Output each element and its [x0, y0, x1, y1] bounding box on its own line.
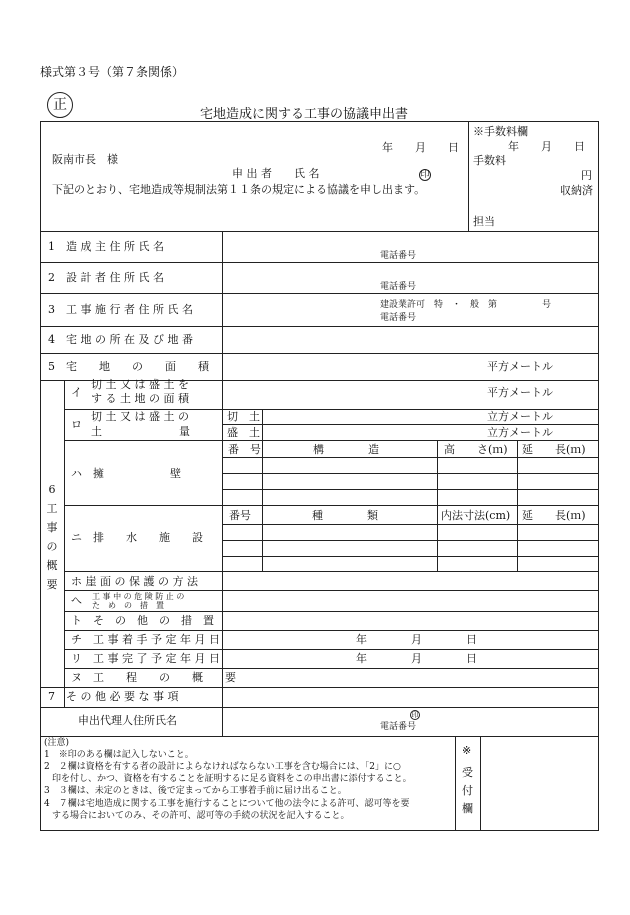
row-line — [40, 293, 599, 294]
row-to-label: ト そ の 他 の 措 置 — [71, 614, 214, 627]
fill-unit: 立方メートル — [487, 426, 553, 439]
wall-col-length: 延 長(ｍ) — [522, 443, 586, 456]
note-3: 3 ３欄は、未定のときは、後で定まってから工事着手前に届け出ること。 — [44, 786, 347, 796]
section6-label: 6工事の概要 — [46, 483, 58, 591]
drain-col-line — [262, 505, 263, 571]
note-4b: する場合においてのみ、その許可、認可等の手続の状況を記入すること。 — [52, 811, 350, 821]
developer-phone-label: 電話番号 — [380, 251, 417, 261]
application-date: 年 月 日 — [382, 141, 459, 154]
contractor-phone-label: 電話番号 — [380, 313, 417, 323]
note-1: 1 ※印のある欄は記入しないこと。 — [44, 750, 194, 760]
fill-label: 盛 土 — [227, 426, 260, 439]
row-line — [40, 353, 599, 354]
row-line — [64, 630, 599, 631]
drain-row-line — [222, 540, 599, 541]
agent-seal-mark — [410, 710, 420, 720]
drain-col-number: 番号 — [229, 509, 251, 522]
agent-divider — [222, 707, 223, 736]
fee-person: 担当 — [473, 215, 495, 228]
cut-label: 切 土 — [227, 410, 260, 423]
fee-title: ※手数料欄 — [473, 125, 528, 138]
row-contractor-label: 3 工 事 施 行 者 住 所 氏 名 — [48, 303, 193, 316]
row-nu-label: ヌ 工 程 の 概 要 — [71, 671, 236, 684]
row-i-label-1: 切 土 又 は 盛 土 を — [91, 378, 189, 391]
notes-title: (注意) — [44, 738, 70, 748]
agent-label: 申出代理人住所氏名 — [78, 714, 177, 727]
seal-char: 正 — [53, 97, 67, 113]
applicant-seal-mark — [419, 169, 431, 181]
row-line — [64, 590, 599, 591]
row-line — [64, 571, 599, 572]
row-land-location-label: 4 宅 地 の 所 在 及 び 地 番 — [48, 333, 193, 346]
row-i-unit: 平方メートル — [487, 386, 553, 399]
drain-col-line — [437, 505, 438, 571]
receipt-char-1: 受 — [462, 766, 473, 779]
row-ro-label-1: 切 土 又 は 盛 土 の — [91, 410, 189, 423]
note-4a: 4 ７欄は宅地造成に関する工事を施行することについて他の法令による許可、認可等を要 — [44, 799, 410, 809]
row-he-mark: へ — [71, 594, 82, 607]
row-line — [40, 707, 599, 708]
row-line — [40, 326, 599, 327]
row-line — [64, 440, 599, 441]
drain-col-length: 延 長(ｍ) — [522, 509, 586, 522]
receipt-char-2: 付 — [462, 784, 473, 797]
receipt-divider — [480, 736, 481, 831]
note-2a: 2 ２欄は資格を有する者の設計によらなければならない工事を含む場合には、「2」に○ — [44, 762, 401, 772]
drain-row-line — [222, 556, 599, 557]
fee-divider — [468, 121, 469, 231]
receipt-char-3: 欄 — [462, 802, 473, 815]
construction-license-label: 建設業許可 特 ・ 般 第 号 — [380, 300, 552, 310]
drain-row-line — [222, 524, 599, 525]
completion-date: 年 月 日 — [356, 652, 477, 665]
fee-yen: 円 — [581, 169, 592, 182]
seal-text: 印 — [411, 711, 419, 719]
row-ha-label: ハ 擁 壁 — [71, 467, 181, 480]
cut-unit: 立方メートル — [487, 410, 553, 423]
fee-paid: 収納済 — [560, 184, 593, 197]
row-ro-label-2: 土 量 — [91, 425, 190, 438]
row-chi-label: チ 工 事 着 手 予 定 年 月 日 — [71, 633, 220, 646]
designer-phone-label: 電話番号 — [380, 282, 417, 292]
wall-row-line — [222, 473, 599, 474]
row-ho-label: ホ 崖 面 の 保 護 の 方 法 — [71, 575, 198, 588]
drain-col-size: 内法寸法(cm) — [441, 509, 511, 522]
row-line — [64, 611, 599, 612]
row-line — [40, 687, 599, 688]
wall-row-line — [222, 489, 599, 490]
start-date: 年 月 日 — [356, 633, 477, 646]
row-he-label-1: 工 事 中 の 危 険 防 止 の — [92, 592, 185, 601]
label-divider — [222, 231, 223, 707]
notes-divider — [455, 736, 456, 831]
row-developer-label: 1 造 成 主 住 所 氏 名 — [48, 240, 164, 253]
row-land-area-label: 5 宅 地 の 面 積 — [48, 360, 209, 373]
land-area-unit: 平方メートル — [487, 360, 553, 373]
fee-label: 手数料 — [473, 154, 506, 167]
row-ni-label: ニ 排 水 施 設 — [71, 531, 203, 544]
wall-col-structure: 構 造 — [313, 443, 379, 456]
row-line — [64, 649, 599, 650]
row-i-label-2: す る 土 地 の 面 積 — [91, 392, 189, 405]
wall-col-number: 番 号 — [228, 443, 261, 456]
original-seal-mark — [47, 92, 73, 118]
row-line — [64, 505, 599, 506]
wall-row-line — [222, 457, 599, 458]
row-i-mark: イ — [71, 386, 82, 399]
row-ri-label: リ 工 事 完 了 予 定 年 月 日 — [71, 652, 220, 665]
section6-divider — [64, 380, 65, 707]
agent-phone-label: 電話番号 — [380, 722, 417, 732]
row-line — [64, 668, 599, 669]
row-ro-mark: ロ — [71, 418, 82, 431]
cut-fill-line — [222, 424, 599, 425]
wall-col-height: 高 さ(ｍ) — [444, 443, 508, 456]
form-number: 様式第３号（第７条関係） — [40, 65, 185, 79]
fee-date: 年 月 日 — [508, 140, 585, 153]
row-he-label-2: た め の 措 置 — [92, 601, 164, 610]
addressee: 阪南市長 様 — [52, 153, 118, 166]
row-designer-label: 2 設 計 者 住 所 氏 名 — [48, 271, 164, 284]
row-line — [40, 262, 599, 263]
header-bottom-line — [40, 231, 599, 232]
statement: 下記のとおり、宅地造成等規制法第１１条の規定による協議を申し出ます。 — [52, 183, 426, 196]
note-2b: 印を付し、かつ、資格を有することを証明するに足る資料をこの申出書に添付すること。 — [52, 774, 412, 784]
page-title: 宅地造成に関する工事の協議申出書 — [200, 107, 409, 122]
drain-col-line — [517, 505, 518, 571]
drain-col-type: 種 類 — [312, 509, 378, 522]
receipt-mark: ※ — [462, 744, 472, 757]
seal-text: 印 — [420, 170, 430, 180]
row-other-label: 7 そ の 他 必 要 な 事 項 — [48, 690, 179, 703]
applicant-name-label: 申 出 者 氏 名 — [232, 167, 320, 180]
row-line — [40, 736, 599, 737]
